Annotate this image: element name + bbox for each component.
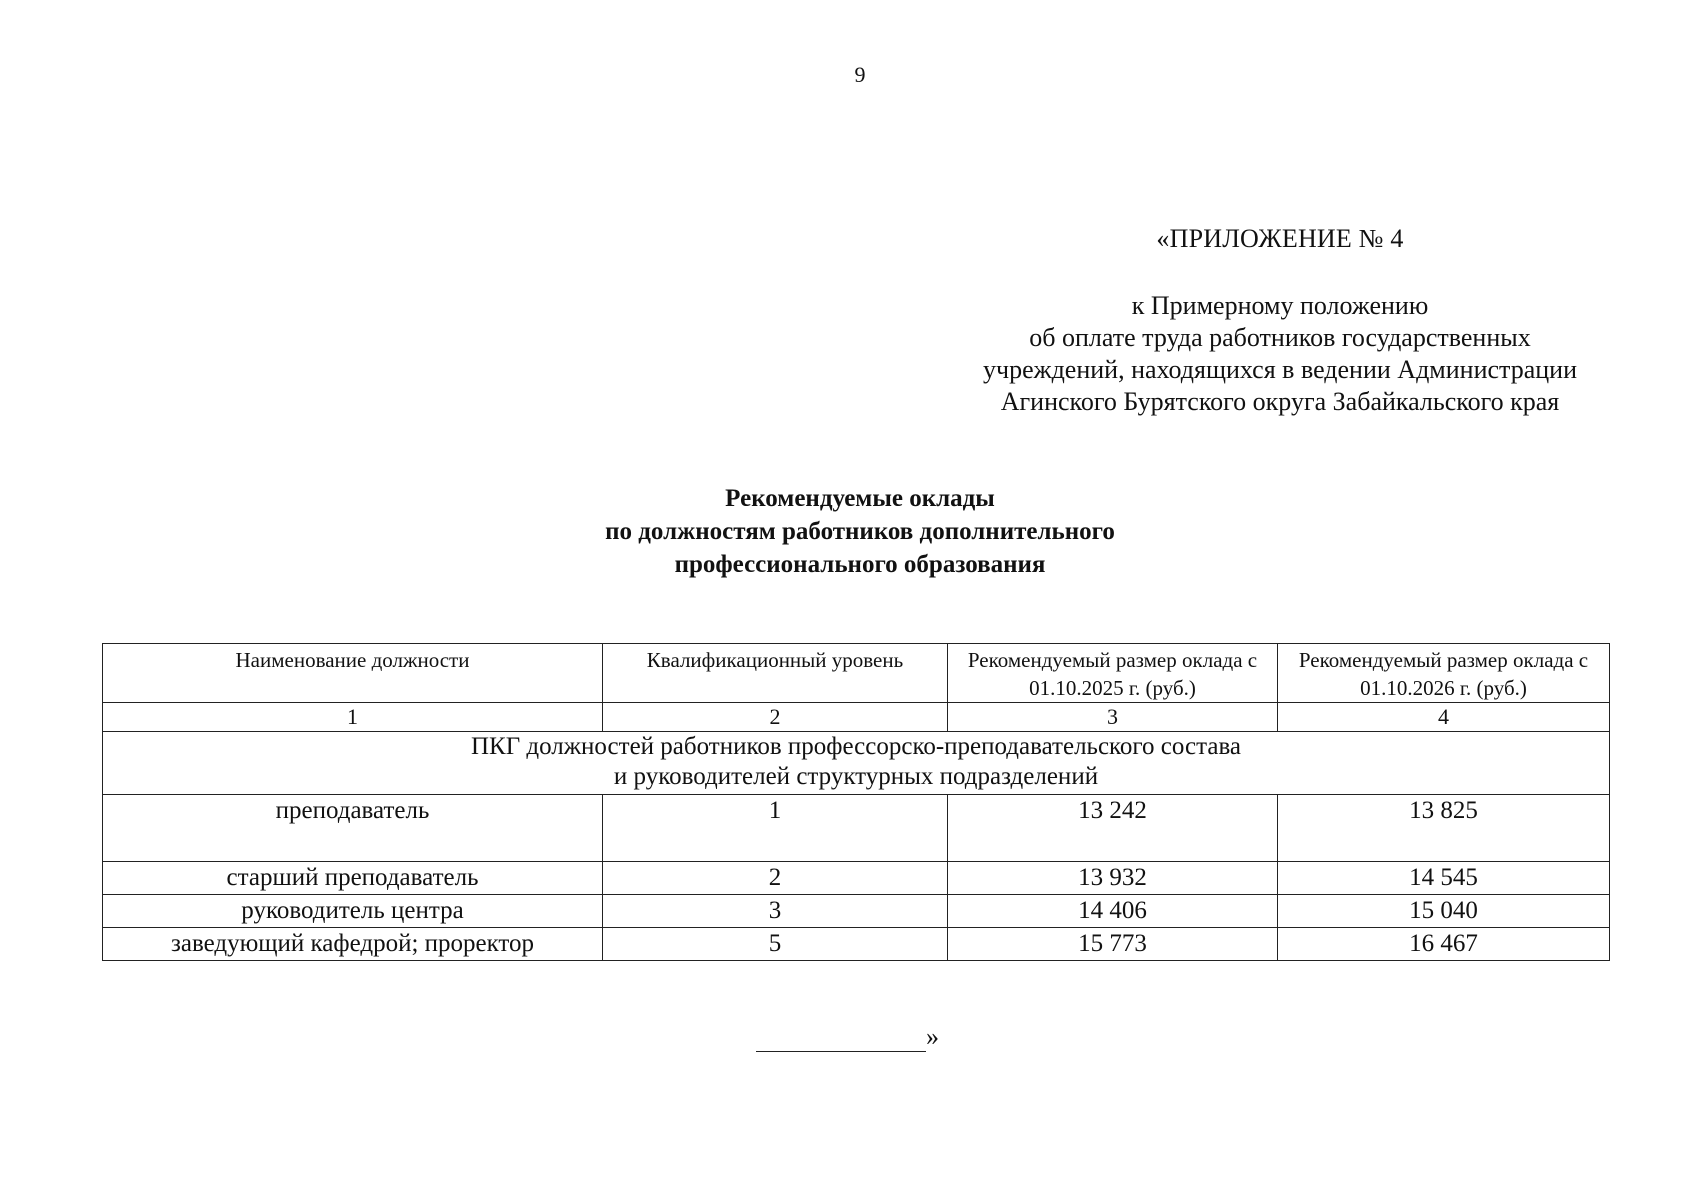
document-title (440, 482, 1280, 581)
column-number: 3 (948, 703, 1278, 732)
appendix-reference (900, 290, 1660, 418)
column-number: 4 (1278, 703, 1610, 732)
salary-2026-cell: 16 467 (1278, 928, 1610, 961)
page-number: 9 (854, 62, 866, 87)
document-title-line: Рекомендуемые оклады (725, 485, 995, 512)
salary-2026-cell: 13 825 (1278, 795, 1610, 862)
appendix-reference-line: Агинского Бурятского округа Забайкальского края (1000, 387, 1560, 416)
salary-2025-cell: 15 773 (948, 928, 1278, 961)
salary-2025-cell: 14 406 (948, 895, 1278, 928)
header-salary-2026: Рекомендуемый размер оклада с 01.10.2026 г. (руб.) (1278, 644, 1610, 703)
position-name-cell: руководитель центра (103, 895, 603, 928)
table-row (103, 928, 1610, 961)
qualification-level-cell: 3 (603, 895, 948, 928)
qualification-level-cell: 2 (603, 862, 948, 895)
position-name-cell: старший преподаватель (103, 862, 603, 895)
salary-2025-cell: 13 932 (948, 862, 1278, 895)
column-number: 2 (603, 703, 948, 732)
appendix-title: «ПРИЛОЖЕНИЕ № 4 (1156, 224, 1404, 253)
table-row (103, 895, 1610, 928)
appendix-reference-line: к Примерному положению (1131, 291, 1429, 320)
salary-table (102, 643, 1610, 961)
table-row (103, 795, 1610, 862)
position-name-cell: заведующий кафедрой; проректор (103, 928, 603, 961)
column-number: 1 (103, 703, 603, 732)
appendix-reference-line: учреждений, находящихся в ведении Администрации (983, 355, 1577, 384)
group-title-row (103, 732, 1610, 795)
closing-underline (756, 1027, 926, 1052)
table-row (103, 862, 1610, 895)
document-title-line: по должностям работников дополнительного (605, 518, 1115, 545)
salary-2025-cell: 13 242 (948, 795, 1278, 862)
header-salary-2025: Рекомендуемый размер оклада с 01.10.2025 г. (руб.) (948, 644, 1278, 703)
closing-quote: » (926, 1022, 939, 1051)
header-position-name: Наименование должности (103, 644, 603, 703)
column-number-row (103, 703, 1610, 732)
document-title-line: профессионального образования (674, 551, 1046, 578)
salary-2026-cell: 15 040 (1278, 895, 1610, 928)
closing-mark (756, 1022, 939, 1052)
salary-2026-cell: 14 545 (1278, 862, 1610, 895)
position-name-cell: преподаватель (103, 795, 603, 862)
qualification-level-cell: 5 (603, 928, 948, 961)
group-title-line: ПКГ должностей работников профессорско-преподавательского состава (470, 733, 1242, 760)
table-header-row (103, 644, 1610, 703)
qualification-level-cell: 1 (603, 795, 948, 862)
group-title (103, 732, 1610, 795)
header-qualification-level: Квалификационный уровень (603, 644, 948, 703)
group-title-line: и руководителей структурных подразделений (613, 763, 1099, 790)
appendix-reference-line: об оплате труда работников государственных (1029, 323, 1531, 352)
